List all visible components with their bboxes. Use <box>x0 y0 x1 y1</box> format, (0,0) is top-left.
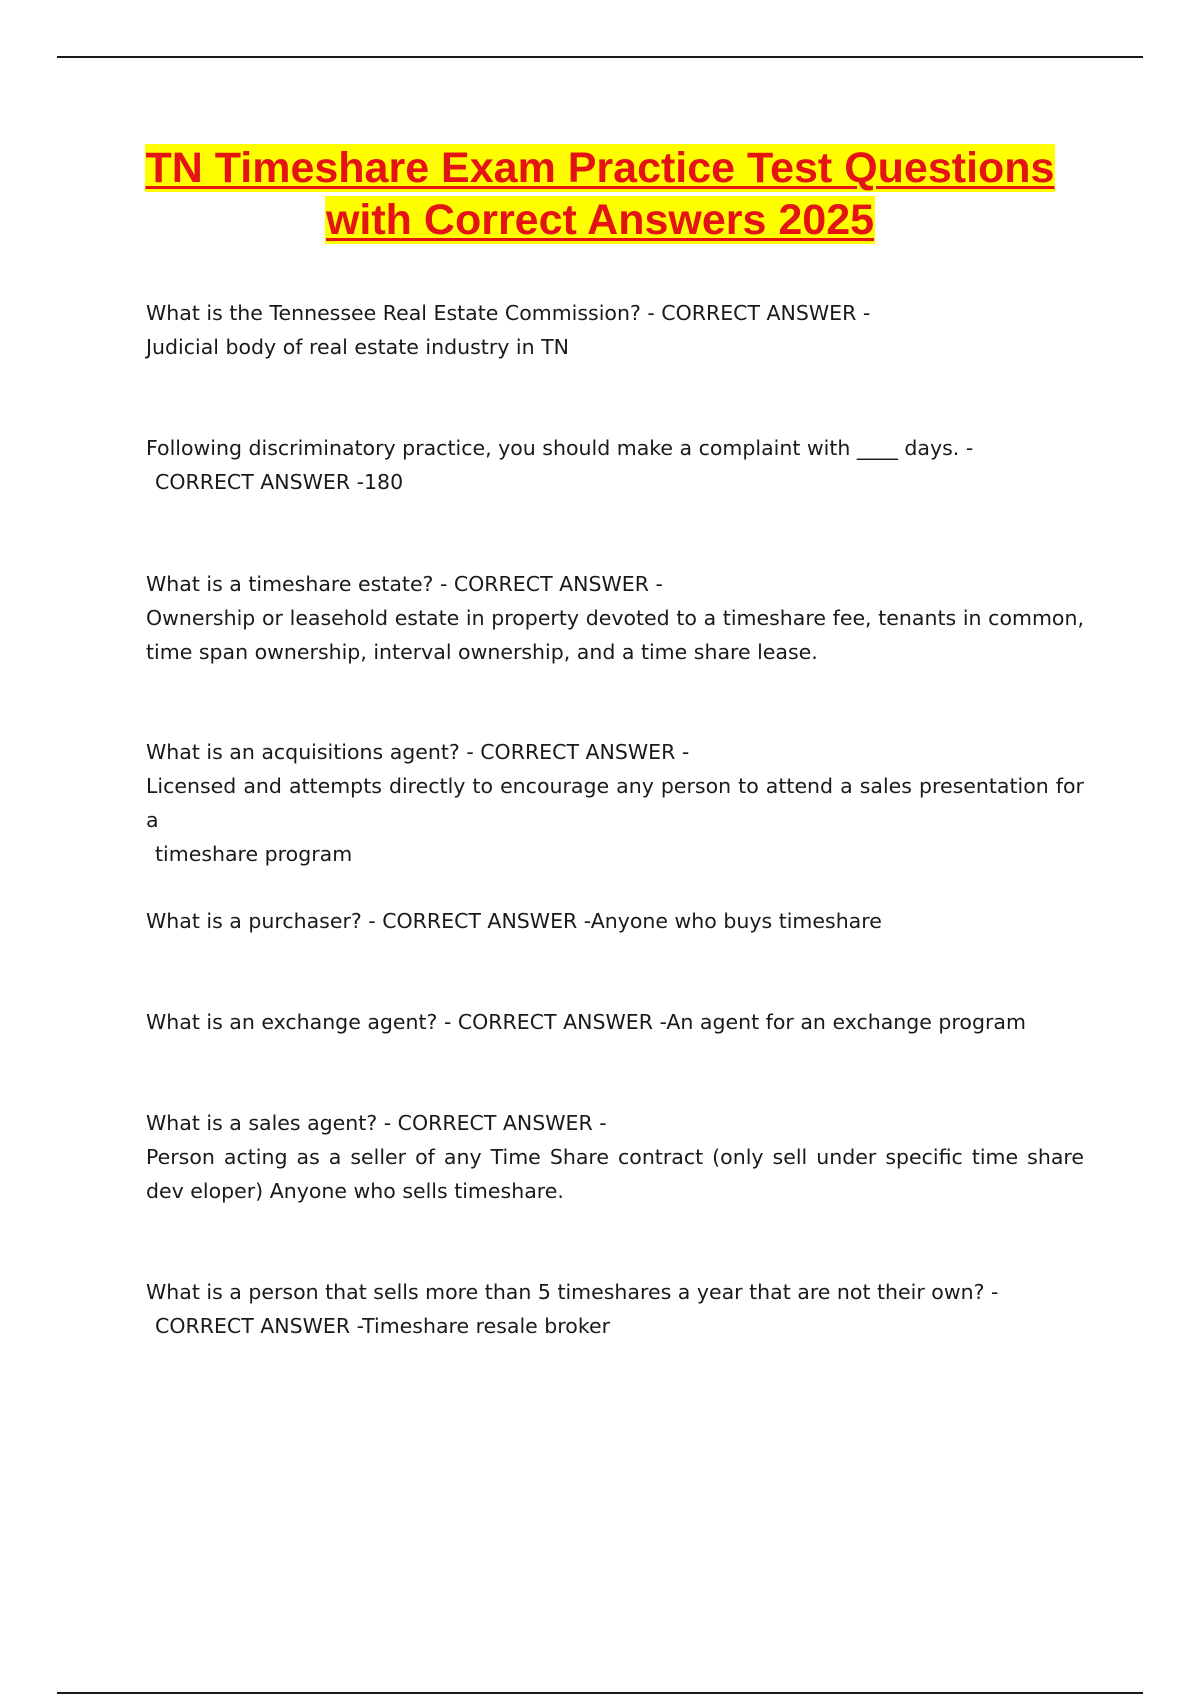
qa-item-5 <box>146 904 1084 938</box>
qa-item-6 <box>146 1005 1084 1039</box>
qa-item-3 <box>146 567 1084 669</box>
top-rule <box>57 56 1143 58</box>
answer-text: Person acting as a seller of any Time Share contract (only sell under specific time share dev eloper) Anyone who sells timeshare. <box>146 1145 1084 1203</box>
qa-item-8 <box>146 1275 1084 1343</box>
bottom-rule <box>57 1692 1143 1694</box>
answer-text: Licensed and attempts directly to encourage any person to attend a sales presentation for a <box>146 774 1084 832</box>
answer-text-continued: timeshare program <box>155 842 353 866</box>
qa-item-4 <box>146 735 1084 871</box>
qa-item-7 <box>146 1106 1084 1208</box>
question-answer-text: What is a purchaser? - CORRECT ANSWER -Anyone who buys timeshare <box>146 909 882 933</box>
answer-text: CORRECT ANSWER -Timeshare resale broker <box>155 1314 610 1338</box>
question-text: What is a person that sells more than 5 timeshares a year that are not their own? - <box>146 1280 999 1304</box>
question-text: What is the Tennessee Real Estate Commission? - CORRECT ANSWER - <box>146 301 871 325</box>
question-text: Following discriminatory practice, you should make a complaint with ____ days. - <box>146 436 974 460</box>
title-line-1: TN Timeshare Exam Practice Test Questions <box>145 144 1055 192</box>
question-text: What is a timeshare estate? - CORRECT ANSWER - <box>146 572 663 596</box>
question-text: What is a sales agent? - CORRECT ANSWER - <box>146 1111 607 1135</box>
question-text: What is an acquisitions agent? - CORRECT ANSWER - <box>146 740 690 764</box>
qa-item-2 <box>146 431 1084 499</box>
question-answer-text: What is an exchange agent? - CORRECT ANSWER -An agent for an exchange program <box>146 1010 1026 1034</box>
answer-text: Judicial body of real estate industry in TN <box>146 335 569 359</box>
title-line-2: with Correct Answers 2025 <box>325 196 875 244</box>
qa-item-1 <box>146 296 1084 364</box>
document-title <box>100 142 1100 246</box>
answer-text: Ownership or leasehold estate in property devoted to a timeshare fee, tenants in common, time span ownership, interval ownership, and a time share lease. <box>146 606 1084 664</box>
answer-text: CORRECT ANSWER -180 <box>155 470 404 494</box>
